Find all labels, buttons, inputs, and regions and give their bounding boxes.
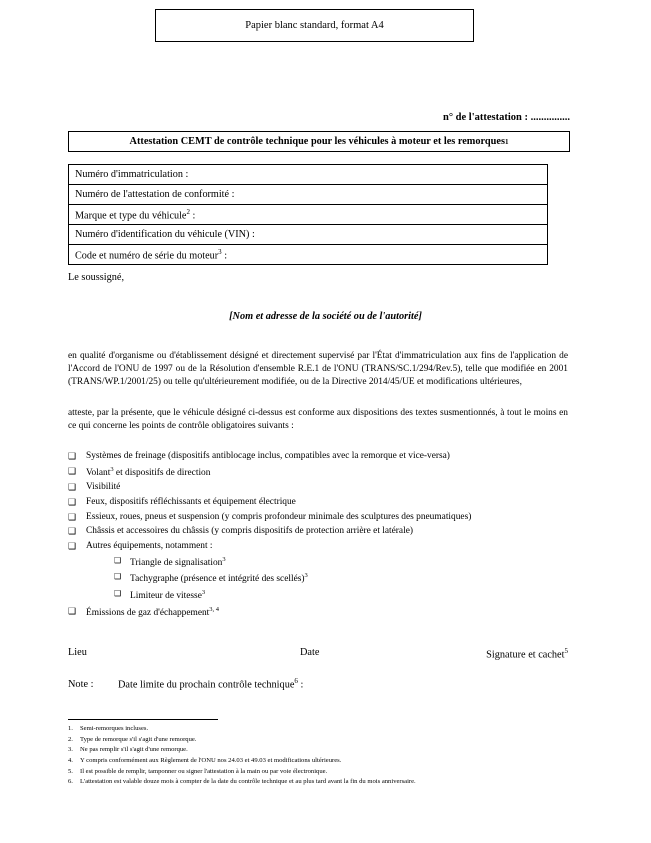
title-footnote-marker: 1	[504, 137, 509, 146]
list-item[interactable]	[68, 571, 568, 587]
footnote-number: 1.	[68, 725, 73, 732]
paper-type-box	[155, 9, 474, 42]
field-label: Numéro de l'attestation de conformité :	[75, 189, 235, 200]
field-label: Numéro d'immatriculation :	[75, 169, 189, 180]
field-footnote-marker: 3	[218, 247, 222, 256]
checklist-label: Essieux, roues, pneus et suspension (y compris profondeur minimale des sculptures des pneumatiques)	[86, 511, 472, 522]
footnote-item	[68, 735, 578, 746]
paper-type-label: Papier blanc standard, format A4	[245, 20, 384, 31]
attestation-number-label: n° de l'attestation : ...............	[443, 112, 570, 123]
footnote-item	[68, 767, 578, 778]
list-item[interactable]	[68, 465, 568, 481]
footnotes-list	[68, 724, 578, 788]
note-footnote-marker: 6	[294, 677, 298, 685]
checkbox-icon[interactable]: ❑	[68, 451, 77, 461]
list-item[interactable]	[68, 481, 568, 495]
table-row	[69, 225, 548, 245]
vehicle-fields-table	[68, 164, 548, 265]
checklist-label: Visibilité	[86, 482, 121, 493]
table-row	[69, 245, 548, 265]
name-address-placeholder: [Nom et adresse de la société ou de l'autorité]	[229, 311, 422, 322]
footnote-item	[68, 745, 578, 756]
checklist-label: Châssis et accessoires du châssis (y compris dispositifs de protection arrière et latérale)	[86, 526, 413, 537]
list-item[interactable]	[68, 525, 568, 539]
footnote-text: Il est possible de remplir, tamponner ou signer l'attestation à la main ou par voie électronique.	[80, 767, 328, 775]
signature-label: Signature et cachet$^5$	[486, 647, 568, 661]
checkbox-icon[interactable]: ❑	[68, 605, 77, 616]
checkbox-icon[interactable]: ❑	[114, 589, 122, 598]
checkbox-icon[interactable]: ❑	[114, 572, 122, 582]
field-footnote-marker: 2	[186, 207, 190, 216]
checkbox-icon[interactable]: ❑	[114, 555, 122, 565]
next-inspection-note	[68, 677, 303, 690]
checklist-label: Limiteur de vitesse$^3$	[130, 589, 206, 602]
list-item[interactable]	[68, 555, 568, 571]
note-text: Date limite du prochain contrôle technique	[118, 679, 295, 691]
undersigned-label: Le soussigné,	[68, 272, 125, 283]
table-row	[69, 205, 548, 225]
footnote-text: Type de remorque s'il s'agit d'une remorque.	[80, 735, 197, 743]
checkbox-icon[interactable]: ❑	[68, 465, 77, 476]
date-label: Date	[300, 647, 320, 658]
paragraph-attestation: atteste, par la présente, que le véhicule désigné ci-dessus est conforme aux dispositions des textes susmentionnés, à tout le moins en ce qui concerne les points de contrôle obligatoires suivants :	[68, 408, 568, 431]
checklist-label: Émissions de gaz d'échappement$^{3, 4}$	[86, 605, 220, 618]
footnote-number: 5.	[68, 767, 73, 775]
footnote-text: Semi-remorques incluses.	[80, 725, 149, 732]
list-item[interactable]	[68, 588, 568, 604]
inspection-checklist	[68, 450, 568, 622]
page-title: Attestation CEMT de contrôle technique pour les véhicules à moteur et les remorques	[129, 136, 505, 147]
list-item[interactable]	[68, 540, 568, 554]
field-label: Code et numéro de série du moteur	[75, 250, 219, 262]
footnote-item	[68, 724, 578, 735]
footnote-text: Ne pas remplir s'il s'agit d'une remorque.	[80, 746, 188, 754]
checkbox-icon[interactable]: ❑	[68, 497, 77, 507]
field-registration-number	[69, 165, 548, 185]
checklist-label: Autres équipements, notamment :	[86, 540, 213, 551]
field-label-suffix: :	[221, 250, 228, 262]
field-label-suffix: :	[189, 210, 196, 222]
footnote-item	[68, 777, 578, 788]
footnote-text: Y compris conformément aux Règlement de l'ONU nos 24.03 et 49.03 et modifications ultérieures.	[80, 757, 342, 765]
footnote-divider	[68, 719, 218, 720]
table-row	[69, 185, 548, 205]
checklist-label: Feux, dispositifs réfléchissants et équipement électrique	[86, 497, 296, 507]
field-conformity-certificate-number	[69, 185, 548, 205]
field-label: Numéro d'identification du véhicule (VIN) :	[75, 229, 255, 240]
paragraph-capacity: en qualité d'organisme ou d'établissement désigné et directement supervisé par l'État d'immatriculation aux fins de l'application de l'Accord de l'ONU de 1997 ou de la Résolution d'ensemble R.E.1 de l'ONU (TRANS/SC.1/294/Rev.5), telle que modifiée en 2001 (TRANS/WP.1/2001/25) ou telle qu'ultérieurement modifiée, ou de la Directive 2014/45/UE et modifications ultérieures,	[68, 351, 568, 387]
document-title-box	[68, 131, 570, 152]
list-item[interactable]	[68, 605, 568, 621]
note-label: Note :	[68, 679, 94, 691]
field-vin	[69, 225, 548, 245]
checkbox-icon[interactable]: ❑	[68, 526, 77, 537]
list-item[interactable]	[68, 511, 568, 525]
list-item[interactable]	[68, 496, 568, 510]
footnote-number: 6.	[68, 778, 73, 786]
field-engine-code-serial	[69, 245, 548, 265]
list-item[interactable]	[68, 450, 568, 464]
note-suffix: :	[297, 679, 304, 691]
footnote-item	[68, 756, 578, 767]
checklist-label: Tachygraphe (présence et intégrité des scellés)$^3$	[130, 572, 308, 585]
field-make-and-type	[69, 205, 548, 225]
checkbox-icon[interactable]: ❑	[68, 540, 77, 551]
footnote-text: L'attestation est valable douze mois à compter de la date du contrôle technique et au plus tard avant la fin du mois anniversaire.	[80, 778, 416, 786]
field-label: Marque et type du véhicule	[75, 210, 187, 222]
checkbox-icon[interactable]: ❑	[68, 511, 77, 522]
checklist-label: Triangle de signalisation$^3$	[130, 555, 226, 568]
footnote-number: 2.	[68, 735, 73, 743]
place-label: Lieu	[68, 647, 87, 658]
footnote-number: 4.	[68, 757, 73, 765]
footnote-number: 3.	[68, 746, 73, 754]
checklist-label: Volant$^3$ et dispositifs de direction	[86, 465, 211, 478]
checklist-label: Systèmes de freinage (dispositifs antiblocage inclus, compatibles avec la remorque et vice-versa)	[86, 451, 450, 461]
checkbox-icon[interactable]: ❑	[68, 482, 77, 493]
table-row	[69, 165, 548, 185]
